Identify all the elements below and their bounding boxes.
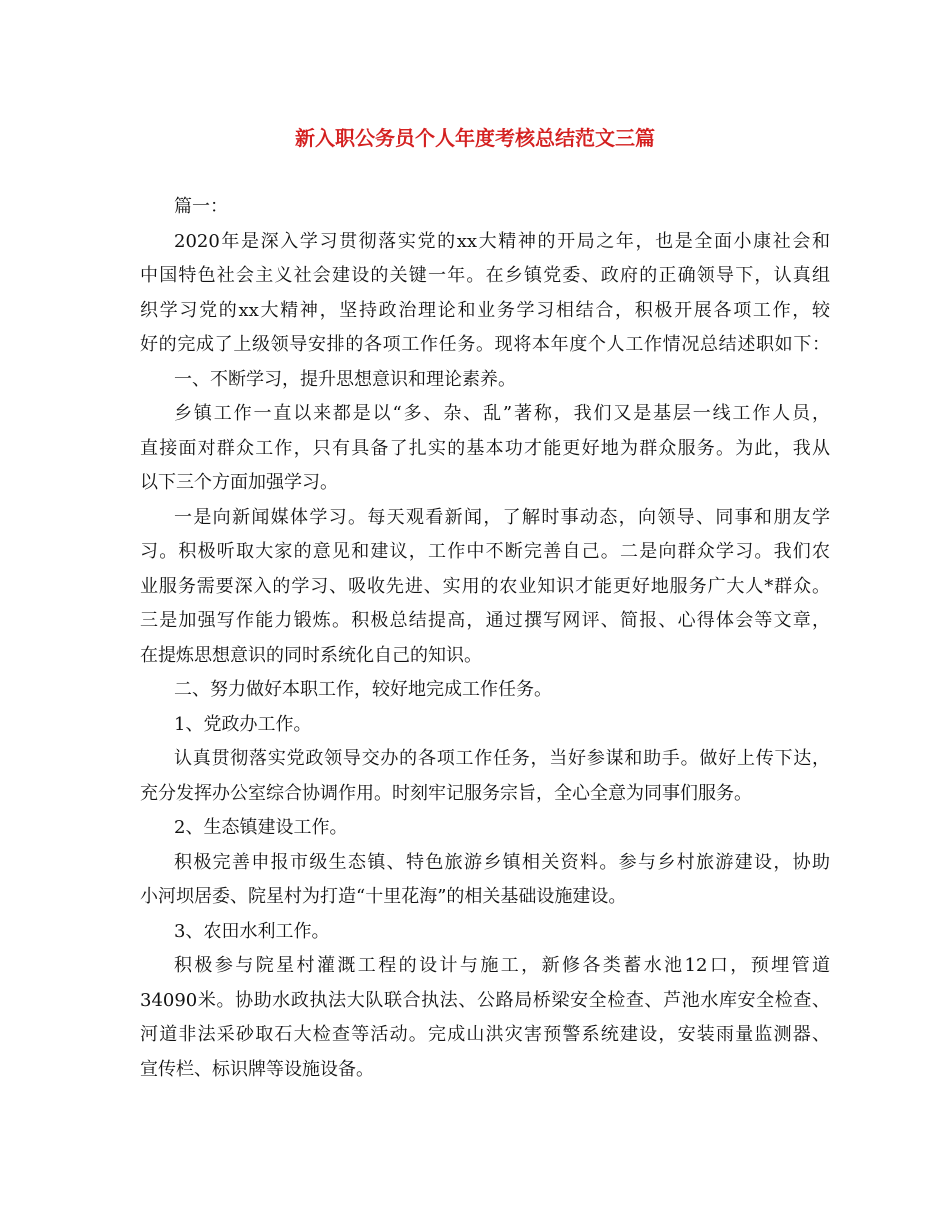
text-line: 在提炼思想意识的同时系统化自己的知识。 [140,644,482,666]
text-line: 直接面对群众工作，只有具备了扎实的基本功才能更好地为群众服务。为此，我从 [140,437,830,459]
text-line: 一是向新闻媒体学习。每天观看新闻，了解时事动态，向领导、同事和朋友学 [174,506,830,528]
text-line: 二、努力做好本职工作，较好地完成工作任务。 [174,679,552,700]
text-line: 34090米。协助水政执法大队联合执法、公路局桥梁安全检查、芦池水库安全检查、 [140,989,830,1011]
text-line: 好的完成了上级领导安排的各项工作任务。现将本年度个人工作情况总结述职如下： [140,334,830,355]
text-line: 小河坝居委、院星村为打造“十里花海”的相关基础设施建设。 [140,886,627,907]
text-line: 篇一： [174,196,228,217]
text-line: 织学习党的xx大精神，坚持政治理论和业务学习相结合，积极开展各项工作，较 [140,299,830,321]
text-line: 2020年是深入学习贯彻落实党的xx大精神的开局之年，也是全面小康社会和 [174,230,830,252]
text-line: 2、生态镇建设工作。 [174,817,348,838]
text-line: 三是加强写作能力锻炼。积极总结提高，通过撰写网评、简报、心得体会等文章， [140,610,830,631]
document-body [140,190,830,1087]
text-line: 3、农田水利工作。 [174,920,330,942]
text-line: 认真贯彻落实党政领导交办的各项工作任务，当好参谋和助手。做好上传下达， [174,748,830,769]
document-title: 新入职公务员个人年度考核总结范文三篇 [295,126,655,150]
text-line: 业服务需要深入的学习、吸收先进、实用的农业知识才能更好地服务广大人*群众。 [140,575,830,597]
text-line: 一、不断学习，提升思想意识和理论素养。 [174,368,516,390]
text-line: 充分发挥办公室综合协调作用。时刻牢记服务宗旨，全心全意为同事们服务。 [140,782,752,804]
text-line: 习。积极听取大家的意见和建议，工作中不断完善自己。二是向群众学习。我们农 [140,541,830,562]
text-line: 乡镇工作一直以来都是以“多、杂、乱”著称，我们又是基层一线工作人员， [174,403,830,424]
text-line: 积极参与院星村灌溉工程的设计与施工，新修各类蓄水池12口，预埋管道 [174,955,830,976]
text-line: 以下三个方面加强学习。 [140,472,338,493]
text-line: 河道非法采砂取石大检查等活动。完成山洪灾害预警系统建设，安装雨量监测器、 [140,1024,830,1045]
text-line: 宣传栏、标识牌等设施设备。 [140,1058,374,1080]
text-line: 积极完善申报市级生态镇、特色旅游乡镇相关资料。参与乡村旅游建设，协助 [174,851,830,873]
text-line: 中国特色社会主义社会建设的关键一年。在乡镇党委、政府的正确领导下，认真组 [140,265,830,286]
text-line: 1、党政办工作。 [174,713,312,735]
